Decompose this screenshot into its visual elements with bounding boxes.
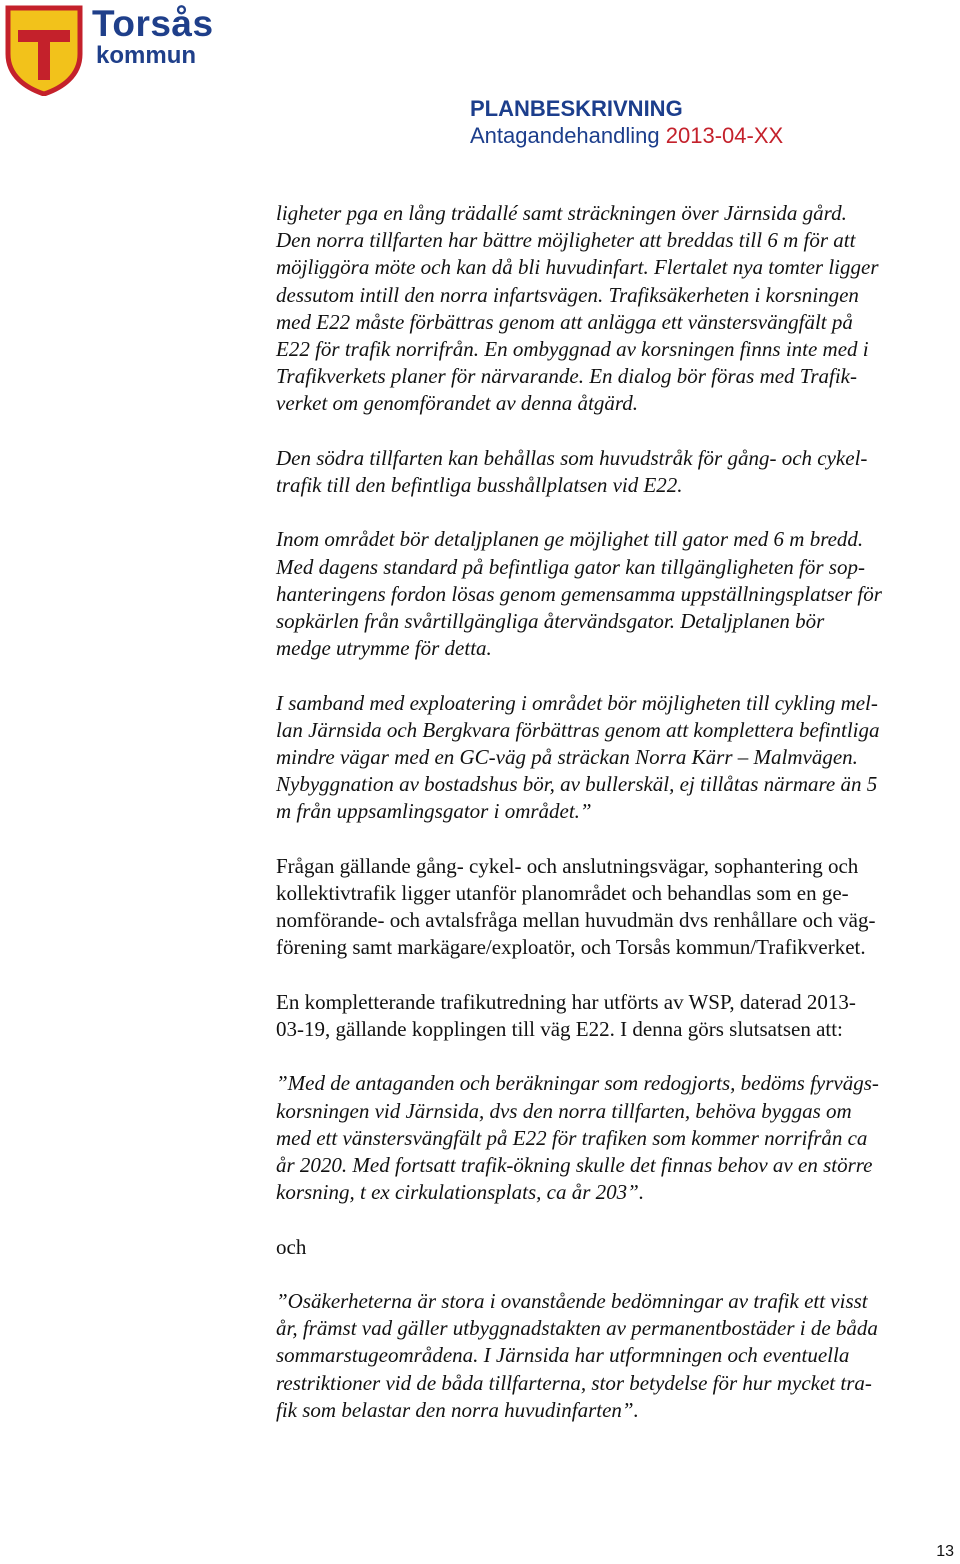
paragraph-line: dessutom intill den norra infartsvägen. Trafiksäkerheten i korsningen [276, 282, 859, 307]
paragraph-line: korsning, t ex cirkulationsplats, ca år 203”. [276, 1180, 645, 1205]
body-paragraph [276, 1070, 958, 1206]
body-paragraph [276, 989, 958, 1043]
paragraph-line: verket om genomförandet av denna åtgärd. [276, 391, 638, 416]
municipality-sub: kommun [96, 42, 197, 69]
paragraph-line: En kompletterande trafikutredning har utförts av WSP, daterad 2013- [276, 989, 856, 1014]
page-number: 13 [936, 1543, 954, 1560]
document-body [276, 200, 958, 1451]
municipality-logo [4, 3, 214, 96]
paragraph-line: år, främst vad gäller utbyggnadstakten av permanentbostäder i de båda [276, 1316, 878, 1341]
paragraph-line: nomförande- och avtalsfråga mellan huvudmän dvs renhållare och väg- [276, 908, 876, 933]
paragraph-line: lan Järnsida och Bergkvara förbättras genom att komplettera befintliga [276, 717, 880, 742]
paragraph-line: Den södra tillfarten kan behållas som huvudstråk för gång- och cykel- [276, 445, 868, 470]
paragraph-line: kollektivtrafik ligger utanför planområdet och behandlas som en ge- [276, 881, 849, 906]
paragraph-line: restriktioner vid de båda tillfarterna, stor betydelse för hur mycket tra- [276, 1370, 872, 1395]
paragraph-line: I samband med exploatering i området bör möjligheten till cykling mel- [276, 690, 878, 715]
paragraph-line: 03-19, gällande kopplingen till väg E22. I denna görs slutsatsen att: [276, 1017, 843, 1042]
paragraph-line: Frågan gällande gång- cykel- och anslutningsvägar, sophantering och [276, 853, 859, 878]
document-subtitle [470, 122, 783, 149]
body-paragraph [276, 690, 958, 826]
body-paragraph [276, 200, 958, 418]
paragraph-line: E22 för trafik norrifrån. En ombyggnad av korsningen finns inte med i [276, 337, 869, 362]
paragraph-line: trafik till den befintliga busshållplatsen vid E22. [276, 473, 683, 498]
paragraph-line: mindre vägar med en GC-väg på sträckan Norra Kärr – Malmvägen. [276, 745, 858, 770]
paragraph-line: Trafikverkets planer för närvarande. En dialog bör föras med Trafik- [276, 364, 857, 389]
paragraph-line: ”Med de antaganden och beräkningar som redogjorts, bedöms fyrvägs- [276, 1071, 879, 1096]
coat-of-arms-icon [4, 4, 84, 96]
paragraph-line: m från uppsamlingsgator i området.” [276, 799, 592, 824]
paragraph-line: hanteringens fordon lösas genom gemensamma uppställningsplatser för [276, 581, 882, 606]
paragraph-line: ligheter pga en lång trädallé samt sträckningen över Järnsida gård. [276, 201, 847, 225]
paragraph-line: Den norra tillfarten har bättre möjligheter att breddas till 6 m för att [276, 228, 856, 253]
body-paragraph [276, 853, 958, 962]
body-paragraph [276, 445, 958, 499]
document-header [470, 96, 783, 149]
body-paragraph [276, 1288, 958, 1424]
paragraph-line: ”Osäkerheterna är stora i ovanstående bedömningar av trafik ett visst [276, 1289, 868, 1313]
paragraph-line: med ett vänstersvängfält på E22 för trafiken som kommer norrifrån ca [276, 1125, 868, 1150]
paragraph-line: sommarstugeområdena. I Järnsida har utformningen och eventuella [276, 1343, 850, 1368]
paragraph-line: korsningen vid Järnsida, dvs den norra tillfarten, behöva byggas om [276, 1098, 852, 1123]
document-date: 2013-04-XX [665, 123, 784, 148]
body-paragraph [276, 1234, 958, 1261]
paragraph-line: möjliggöra möte och kan då bli huvudinfart. Flertalet nya tomter ligger [276, 255, 879, 280]
paragraph-line: år 2020. Med fortsatt trafik-ökning skulle det finnas behov av en större [276, 1153, 873, 1178]
paragraph-line: Med dagens standard på befintliga gator kan tillgängligheten för sop- [276, 554, 865, 579]
body-paragraph [276, 526, 958, 662]
document-title: PLANBESKRIVNING [470, 96, 683, 121]
paragraph-line: Inom området bör detaljplanen ge möjlighet till gator med 6 m bredd. [276, 527, 864, 552]
paragraph-line: och [276, 1234, 307, 1259]
document-stage: Antagandehandling [470, 123, 660, 148]
paragraph-line: medge utrymme för detta. [276, 636, 492, 661]
municipality-name: Torsås [92, 3, 214, 44]
paragraph-line: fik som belastar den norra huvudinfarten”. [276, 1397, 639, 1422]
paragraph-line: sopkärlen från svårtillgängliga återvändsgator. Detaljplanen bör [276, 609, 825, 634]
paragraph-line: Nybyggnation av bostadshus bör, av bullerskäl, ej tillåtas närmare än 5 [276, 772, 878, 797]
paragraph-line: förening samt markägare/exploatör, och Torsås kommun/Trafikverket. [276, 935, 866, 960]
paragraph-line: med E22 måste förbättras genom att anlägga ett vänstersvängfält på [276, 309, 853, 334]
